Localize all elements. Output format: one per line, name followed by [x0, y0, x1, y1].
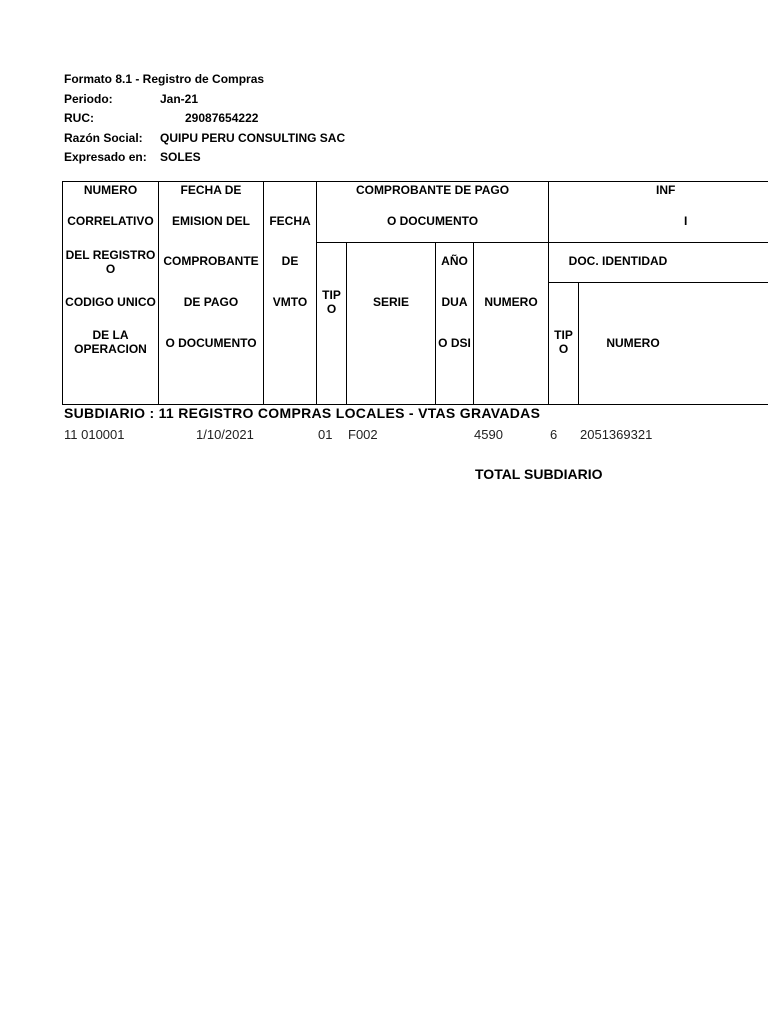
expresado-label: Expresado en: [64, 150, 147, 164]
col1-line3: DEL REGISTRO O [65, 248, 156, 276]
col1-line5: DE LA OPERACION [74, 328, 147, 356]
col2-line2: EMISION DEL [171, 213, 250, 228]
subdiario-title: SUBDIARIO : 11 REGISTRO COMPRAS LOCALES - VTAS GRAVADAS [64, 405, 541, 421]
anio-header-line1: AÑO [441, 253, 468, 268]
row-serie: F002 [348, 427, 378, 442]
ruc-value: 29087654222 [185, 111, 259, 125]
col2-line4: DE PAGO [183, 294, 239, 309]
tipo-header: TIP O [322, 288, 341, 316]
ruc-label: RUC: [64, 111, 94, 125]
grid-line-mid [316, 242, 768, 243]
info-subtitle: I [684, 213, 688, 228]
col1-line1: NUMERO [83, 182, 138, 197]
razon-social-label: Razón Social: [64, 131, 143, 145]
serie-header: SERIE [372, 294, 409, 309]
format-title: Formato 8.1 - Registro de Compras [64, 72, 265, 86]
comprobante-subtitle: O DOCUMENTO [386, 213, 479, 228]
total-subdiario-label: TOTAL SUBDIARIO [475, 466, 603, 482]
comprobante-title: COMPROBANTE DE PAGO [355, 182, 510, 197]
col2-line1: FECHA DE [180, 182, 242, 197]
numero-header: NUMERO [484, 294, 538, 309]
row-numero: 4590 [474, 427, 503, 442]
info-title: INF [656, 182, 676, 197]
expresado-value: SOLES [160, 150, 201, 164]
grid-line-v8 [548, 181, 549, 405]
razon-social-value: QUIPU PERU CONSULTING SAC [160, 131, 346, 145]
col3-line1: FECHA [269, 213, 311, 228]
col3-line3: VMTO [272, 294, 308, 309]
row-doc-numero: 2051369321 [580, 427, 653, 442]
doc-numero-header: NUMERO [606, 335, 660, 350]
col1-line2: CORRELATIVO [67, 213, 154, 228]
grid-line-v7 [473, 242, 474, 405]
periodo-label: Periodo: [64, 92, 113, 106]
anio-header-line2: DUA [441, 294, 468, 309]
row-correlativo: 11 010001 [64, 427, 125, 442]
col3-line2: DE [281, 253, 299, 268]
grid-line-v5 [346, 242, 347, 405]
col1-line4: CODIGO UNICO [65, 295, 156, 309]
col2-line5: O DOCUMENTO [165, 335, 257, 350]
col2-line3: COMPROBANTE [163, 253, 259, 268]
doc-tipo-header: TIP O [554, 328, 573, 356]
row-fecha: 1/10/2021 [196, 427, 254, 442]
grid-line-doc [548, 282, 768, 283]
row-doc-tipo: 6 [550, 427, 558, 442]
anio-header-line3: O DSI [438, 335, 471, 350]
row-tipo: 01 [318, 427, 333, 442]
periodo-value: Jan-21 [160, 92, 199, 106]
doc-identidad-header: DOC. IDENTIDAD [568, 253, 668, 268]
